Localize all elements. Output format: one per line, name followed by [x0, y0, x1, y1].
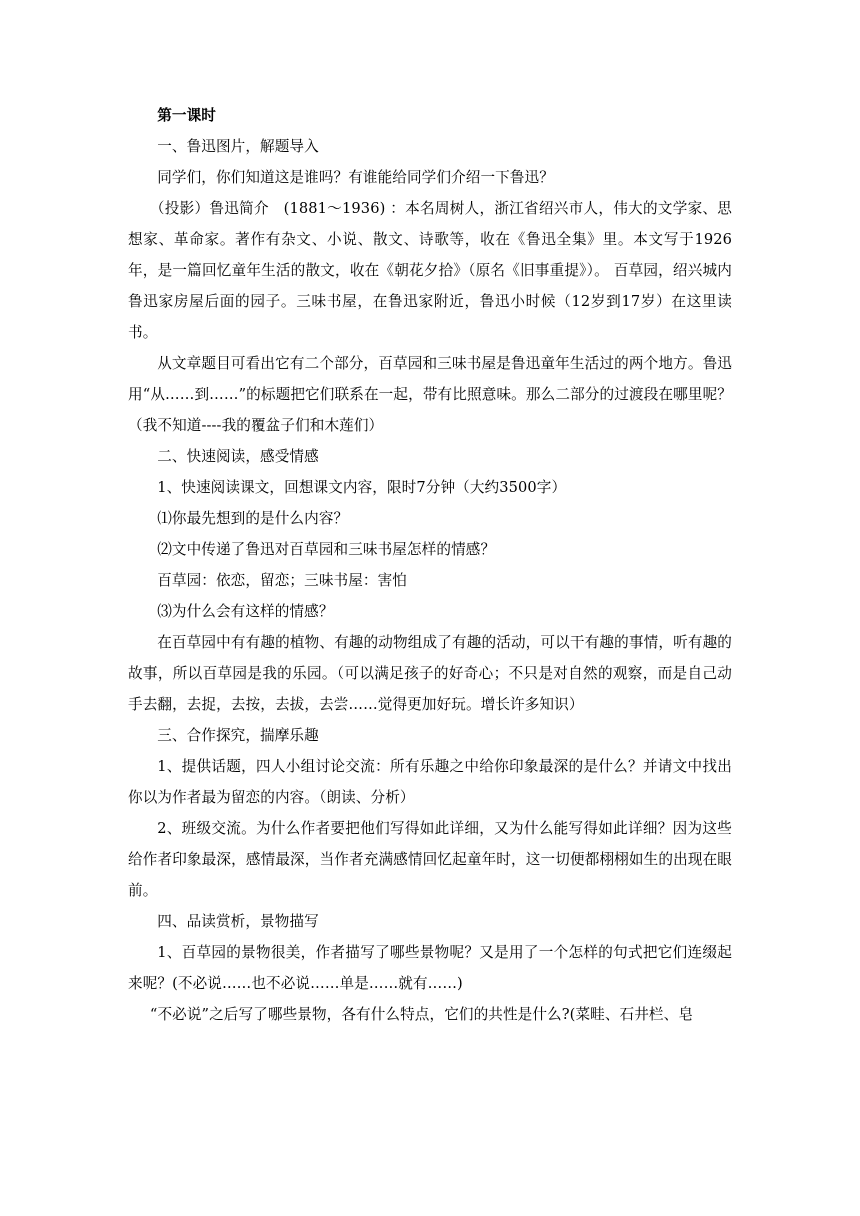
question-1: ⑴你最先想到的是什么内容？	[157, 510, 349, 527]
lesson-heading: 第一课时	[157, 107, 216, 124]
section-heading-2: 二、快速阅读，感受情感	[157, 448, 319, 465]
paragraph-fast-reading: 1、快速阅读课文，回想课文内容，限时7分钟（大约3500字）	[157, 479, 567, 496]
question-3: ⑶为什么会有这样的情感？	[157, 603, 334, 620]
paragraph-luxun-bio: （投影）鲁迅简介 (1881～1936) ：本名周树人，浙江省绍兴市人，伟大的文学家、思想家、革命家。著作有杂文、小说、散文、诗歌等，收在《鲁迅全集》里。本文写于1926年，是一篇回忆童年生活的散文，收在《朝花夕拾》（原名《旧事重提》）。 百草园，绍兴城内鲁迅家房屋后面的园子。三味书屋，在鲁迅家附近，鲁迅小时候（12岁到17岁）在这里读书。	[128, 200, 732, 341]
document-page	[128, 100, 732, 1030]
answer-3: 在百草园中有有趣的植物、有趣的动物组成了有趣的活动，可以干有趣的事情，听有趣的故事，所以百草园是我的乐园。（可以满足孩子的好奇心；不只是对自然的观察，而是自己动手去翻，去捉，去按，去拔，去尝……觉得更加好玩。增长许多知识）	[128, 634, 732, 713]
paragraph-title-analysis: 从文章题目可看出它有二个部分，百草园和三味书屋是鲁迅童年生活过的两个地方。鲁迅用“从……到……”的标题把它们联系在一起，带有比照意味。那么二部分的过渡段在哪里呢？（我不知道----我的覆盆子们和木莲们）	[128, 355, 732, 434]
paragraph-intro-question: 同学们，你们知道这是谁吗？有谁能给同学们介绍一下鲁迅？	[157, 169, 554, 186]
paragraph-scenery: 1、百草园的景物很美，作者描写了哪些景物呢？又是用了一个怎样的句式把它们连缀起来呢？(不必说……也不必说……单是……就有……)	[128, 944, 732, 992]
paragraph-bubishuo: “不必说”之后写了哪些景物，各有什么特点，它们的共性是什么?(菜畦、石井栏、皂	[149, 1006, 694, 1023]
section-heading-4: 四、品读赏析，景物描写	[157, 913, 319, 930]
paragraph-class-exchange: 2、班级交流。为什么作者要把他们写得如此详细，又为什么能写得如此详细？因为这些给作者印象最深，感情最深，当作者充满感情回忆起童年时，这一切便都栩栩如生的出现在眼前。	[128, 820, 732, 899]
paragraph-discussion: 1、提供话题，四人小组讨论交流：所有乐趣之中给你印象最深的是什么？并请文中找出你以为作者最为留恋的内容。（朗读、分析）	[128, 758, 732, 806]
question-2: ⑵文中传递了鲁迅对百草园和三味书屋怎样的情感？	[157, 541, 496, 558]
section-heading-1: 一、鲁迅图片，解题导入	[157, 138, 319, 155]
section-heading-3: 三、合作探究，揣摩乐趣	[157, 727, 319, 744]
answer-2: 百草园：依恋，留恋；三味书屋：害怕	[157, 572, 407, 589]
